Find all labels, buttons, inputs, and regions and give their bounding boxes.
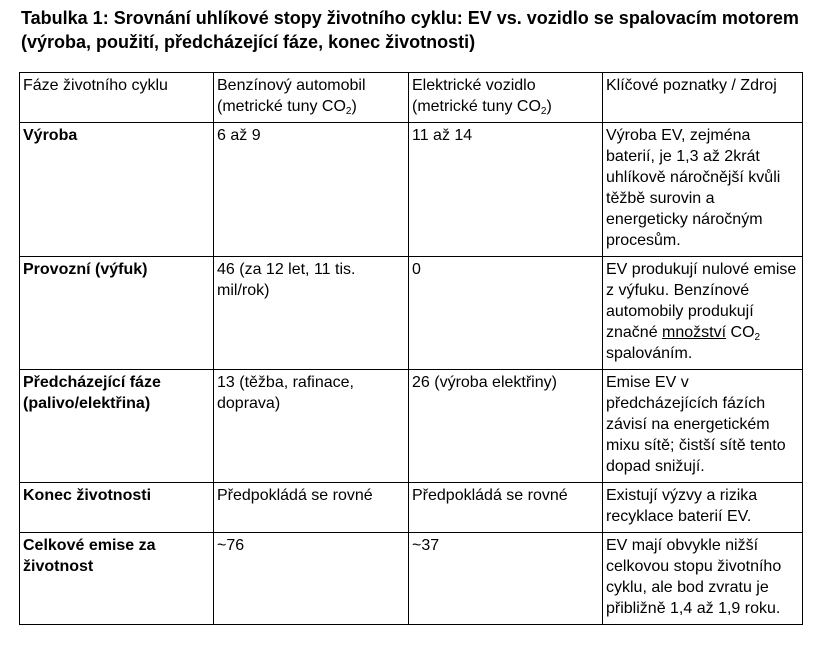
table-row-production (20, 123, 803, 257)
co2-subscript: 2 (345, 106, 352, 117)
ev-value-cell: 0 (409, 257, 603, 370)
insights-cell: Emise EV v předcházejících fázích závisí na energetickém mixu sítě; čistší sítě tento dopad snižují. (603, 370, 803, 483)
insights-cell (603, 257, 803, 370)
header-ev-text: Elektrické vozidlo (metrické tuny CO (412, 77, 541, 115)
phase-cell: Konec životnosti (20, 483, 214, 533)
header-unit-close: ) (351, 98, 357, 115)
ev-value-cell: 26 (výroba elektřiny) (409, 370, 603, 483)
header-unit-close: ) (546, 98, 552, 115)
gasoline-value-cell: 13 (těžba, rafinace, doprava) (214, 370, 409, 483)
insights-cell: Existují výzvy a rizika recyklace baterií EV. (603, 483, 803, 533)
header-gasoline-text: Benzínový automobil (metrické tuny CO (217, 77, 366, 115)
table-row-upstream (20, 370, 803, 483)
ev-value-cell: Předpokládá se rovné (409, 483, 603, 533)
ev-value-cell: 11 až 14 (409, 123, 603, 257)
phase-cell: Výroba (20, 123, 214, 257)
co2-subscript: 2 (540, 106, 547, 117)
underlined-word: množství (662, 324, 727, 341)
gasoline-value-cell: Předpokládá se rovné (214, 483, 409, 533)
table-title: Tabulka 1: Srovnání uhlíkové stopy životního cyklu: EV vs. vozidlo se spalovacím motorem (výroba, použití, předcházející fáze, konec životnosti) (21, 8, 799, 52)
insights-text: EV produkují nulové emise z výfuku. Benzínové automobily produkují značné (606, 261, 797, 341)
phase-cell: Celkové emise za životnost (20, 533, 214, 625)
insights-text-end: spalováním. (606, 345, 693, 362)
header-electric-vehicle (409, 73, 603, 123)
co2-text: CO (726, 324, 755, 341)
table-row-end-of-life (20, 483, 803, 533)
insights-cell: Výroba EV, zejména baterií, je 1,3 až 2krát uhlíkově náročnější kvůli těžbě surovin a energeticky náročným procesům. (603, 123, 803, 257)
gasoline-value-cell: ~76 (214, 533, 409, 625)
gasoline-value-cell: 6 až 9 (214, 123, 409, 257)
gasoline-value-cell: 46 (za 12 let, 11 tis. mil/rok) (214, 257, 409, 370)
lifecycle-comparison-table (19, 72, 803, 625)
phase-cell: Předcházející fáze (palivo/elektřina) (20, 370, 214, 483)
ev-value-cell: ~37 (409, 533, 603, 625)
header-insights: Klíčové poznatky / Zdroj (603, 73, 803, 123)
table-header-row (20, 73, 803, 123)
header-phase: Fáze životního cyklu (20, 73, 214, 123)
table-row-total (20, 533, 803, 625)
table-row-operation (20, 257, 803, 370)
insights-cell: EV mají obvykle nižší celkovou stopu životního cyklu, ale bod zvratu je přibližně 1,4 až 1,9 roku. (603, 533, 803, 625)
co2-subscript: 2 (754, 332, 761, 343)
phase-cell: Provozní (výfuk) (20, 257, 214, 370)
header-gasoline-car (214, 73, 409, 123)
